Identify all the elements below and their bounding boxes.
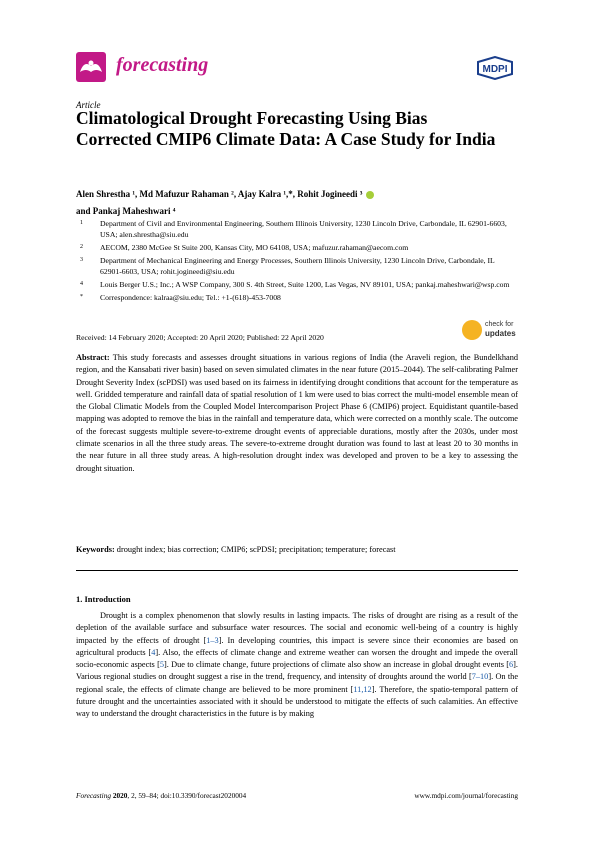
keywords — [76, 544, 518, 556]
mdpi-logo — [474, 56, 516, 80]
mdpi-text: MDPI — [482, 64, 508, 75]
footer-url[interactable]: www.mdpi.com/journal/forecasting — [414, 791, 518, 800]
divider — [76, 570, 518, 571]
article-title: Climatological Drought Forecasting Using Bias Corrected CMIP6 Climate Data: A Case Study for India — [76, 108, 496, 149]
citation-link[interactable]: 4 — [151, 647, 156, 657]
author-line-1 — [76, 186, 516, 203]
keywords-label: Keywords: — [76, 545, 115, 554]
author-line-2: and Pankaj Maheshwari ⁴ — [76, 206, 176, 216]
introduction-paragraph: Drought is a complex phenomenon that slowly results in lasting impacts. The risks of drought are rising as a result of the depletion of the available surface and subsurface water resources. The social and economic well-being of a country is highly impacted by the effects of drought [1–3]. In developing countries, this impact is severe since their economies are based on agricultural products [4]. Also, the effects of climate change and extreme weather can worsen the drought and impede the overall socio-economic aspects [5]. Due to climate change, future projections of climate also show an increase in global drought events [6]. Various regional studies on drought suggest a rise in the trend, frequency, and intensity of droughts around the world [7–10]. On the regional scale, the effects of climate change are believed to be more prominent [11,12]. Therefore, the spatio-temporal pattern of future drought and the uncertainties associated with it should be understood to mitigate the effects of such calamities. An effective way to understand the drought characteristics in the future is by making — [76, 611, 518, 719]
citation-link[interactable]: 7–10 — [471, 672, 489, 682]
authors-text: Alen Shrestha ¹, Md Mafuzur Rahaman ², Ajay Kalra ¹,*, Rohit Jogineedi ³ — [76, 189, 363, 199]
abstract-label: Abstract: — [76, 353, 110, 362]
journal-logo — [76, 52, 106, 82]
citation-link[interactable]: 1–3 — [206, 635, 219, 645]
author-list — [76, 186, 516, 220]
abstract — [76, 352, 518, 475]
citation-link[interactable]: 6 — [509, 660, 514, 670]
keywords-text: drought index; bias correction; CMIP6; scPDSI; precipitation; temperature; forecast — [116, 545, 396, 554]
check-updates-icon — [462, 320, 482, 340]
section-heading: 1. Introduction — [76, 594, 131, 604]
publication-dates: Received: 14 February 2020; Accepted: 20 April 2020; Published: 22 April 2020 — [76, 333, 324, 342]
affiliations — [76, 218, 516, 305]
footer-citation: Forecasting 2020, 2, 59–84; doi:10.3390/forecast2020004 — [76, 791, 247, 800]
journal-name: forecasting — [116, 54, 209, 76]
affiliation-item: 3 Department of Mechanical Engineering and Energy Processes, Southern Illinois University, 1230 Lincoln Drive, Carbondale, IL 62901-6603, USA; rohit.jogineedi@siu.edu — [80, 256, 495, 276]
citation-link[interactable]: 11,12 — [353, 684, 372, 694]
citation-link[interactable]: 5 — [159, 660, 164, 670]
article-type: Article — [76, 100, 101, 110]
affiliation-item: 2 AECOM, 2380 McGee St Suite 200, Kansas City, MO 64108, USA; mafuzur.rahaman@aecom.com — [80, 243, 409, 252]
affiliation-item: 1 Department of Civil and Environmental Engineering, Southern Illinois University, 1230 Lincoln Drive, Carbondale, IL 62901-6603, USA; alen.shrestha@siu.edu — [80, 219, 507, 239]
correspondence: * Correspondence: kalraa@siu.edu; Tel.: +1-(618)-453-7008 — [80, 293, 281, 302]
abstract-text: This study forecasts and assesses drought situations in various regions of India (the Araveli region, the Bundelkhand region, and the Kansabati river basin) based on seven simulated climates in the near future (2015–2044). The self-calibrating Palmer Drought Severity Index (scPDSI) was used based on its fairness in identifying drought conditions that account for the temperature as well. Gridded temperature and rainfall data of spatial resolution of 1 km were used to bias correct the multi-model ensemble mean of the Global Climatic Models from the Coupled Model Intercomparison Project Phase 6 (CMIP6) project. Equidistant quantile-based mapping was adopted to remove the bias in the rainfall and temperature data, which were corrected on a monthly scale. The outcome of the forecast suggests multiple severe-to-extreme drought events of appreciable durations, mostly after the 2030s, under most climate scenarios in all the three study areas. The severe-to-extreme drought duration was found to last at least 20 to 30 months in the near future in all three study areas. A high-resolution drought index was developed and proven to be a key to assessing the drought situation. — [76, 353, 518, 473]
orcid-icon[interactable] — [366, 191, 374, 199]
affiliation-item: 4 Louis Berger U.S.; Inc.; A WSP Company, 300 S. 4th Street, Suite 1200, Las Vegas, NV 89101, USA; pankaj.maheshwari@wsp.com — [80, 280, 510, 289]
check-for-updates-button[interactable]: check for updates — [462, 320, 522, 342]
